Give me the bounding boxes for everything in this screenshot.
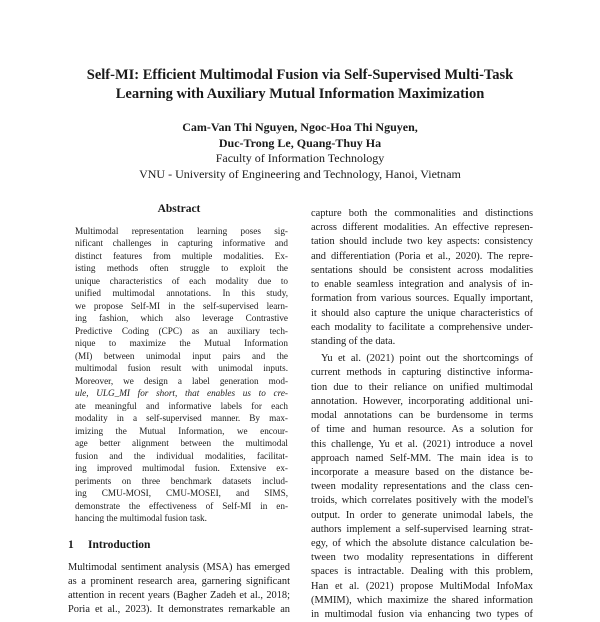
- right-column-text: [311, 207, 533, 622]
- abstract-line: unique characteristics of each modality due to: [75, 275, 288, 286]
- body-line: standing of the data.: [311, 335, 396, 347]
- body-line: incorporate a measure based on the distance be-: [311, 466, 533, 478]
- body-line: Han et al. (2021) propose MultiModal InfoMax: [311, 580, 533, 592]
- abstract-line: periments on three benchmark datasets includ-: [75, 475, 288, 486]
- body-line: across different modalities. An effective represen-: [311, 222, 533, 234]
- body-line: capture both the commonalities and distinctions: [311, 208, 533, 219]
- body-line: current methods in capturing distinctive informa-: [311, 367, 533, 379]
- abstract-line: unified multimodal annotations. In this study,: [75, 288, 288, 299]
- body-line: authors implement a self-supervised learning strat-: [311, 523, 533, 535]
- intro-line: as a prominent research area, garnering significant: [68, 575, 290, 587]
- abstract-text: [68, 225, 290, 525]
- abstract-heading: Abstract: [157, 203, 201, 215]
- abstract-line: we propose Self-MI in the self-supervised learn-: [75, 300, 288, 311]
- body-line: (MMIM), which maximize the shared information: [311, 594, 533, 606]
- body-line: Yu et al. (2021) point out the shortcomings of: [321, 353, 533, 365]
- body-line: in multimodal fusion via enhancing two types of: [311, 609, 533, 621]
- body-line: modal annotations can be burdensome in terms: [311, 410, 533, 422]
- abstract-line: distinct features from multiple modalities. Ex-: [75, 250, 288, 261]
- abstract-line: Multimodal representation learning poses sig-: [75, 226, 288, 236]
- intro-line: Poria et al., 2023). It demonstrates remarkable an: [68, 604, 290, 616]
- abstract-line: (MI) between unimodal input pairs and the: [75, 350, 288, 361]
- body-line: this challenge, Yu et al. (2021) introduce a novel: [311, 438, 533, 450]
- author-names: Duc-Trong Le, Quang-Thuy Ha: [218, 135, 382, 150]
- abstract-line: isting methods often struggle to exploit the: [75, 263, 288, 274]
- affiliation: Faculty of Information Technology: [215, 151, 385, 165]
- body-line: tion due to their reliance on unified multimodal: [311, 381, 533, 393]
- introduction-text: [68, 561, 290, 618]
- body-line: to enable seamless integration and analysis of in-: [311, 279, 533, 291]
- abstract-line: hancing the multimodal fusion task.: [75, 513, 207, 524]
- section-number: 1: [68, 538, 74, 551]
- body-line: tation should include two key aspects: consistency: [311, 236, 533, 248]
- abstract-line: fusion and the individual modalities, facilitat-: [75, 450, 288, 461]
- abstract-line: nificant challenges in capturing informative and: [75, 238, 288, 249]
- paper-title: [40, 66, 560, 104]
- affiliation: VNU - University of Engineering and Technology, Hanoi, Vietnam: [139, 166, 461, 181]
- title-line: Self-MI: Efficient Multimodal Fusion via Self-Supervised Multi-Task: [86, 67, 514, 83]
- right-column: [311, 207, 533, 622]
- body-line: output. In order to generate unimodal labels, the: [311, 509, 533, 521]
- abstract-line: demonstrate the effectiveness of Self-MI in en-: [75, 500, 288, 511]
- body-line: each modality to facilitate a comprehensive under-: [311, 321, 533, 333]
- author-block: [40, 120, 560, 182]
- author-names: Cam-Van Thi Nguyen, Ngoc-Hoa Thi Nguyen,: [182, 120, 418, 134]
- body-line: sentations should be consistent across modalities: [311, 264, 533, 276]
- body-line: tween two modality representations in different: [311, 552, 533, 564]
- body-line: and differentiation (Poria et al., 2020). The repre-: [311, 250, 533, 262]
- left-column: [68, 202, 290, 617]
- body-line: it should also capture the unique characteristics of: [311, 307, 533, 319]
- body-line: tween modality representations and the class cen-: [311, 481, 533, 493]
- abstract-line: Moreover, we design a label generation mod-: [75, 375, 288, 386]
- body-line: formation from various sources. Equally important,: [311, 293, 533, 305]
- intro-line: Multimodal sentiment analysis (MSA) has emerged: [68, 561, 290, 573]
- intro-line: attention in recent years (Bagher Zadeh et al., 2018;: [68, 590, 290, 602]
- abstract-line: age better alignment between the multimodal: [75, 438, 288, 449]
- abstract-line: ing improved multimodal fusion. Extensive ex-: [75, 463, 288, 474]
- body-line: egy, of which the absolute distance calculation be-: [311, 538, 533, 550]
- body-line: approach named Self-MM. The main idea is to: [311, 452, 533, 464]
- abstract-line: modality in a self-supervised manner. By max-: [75, 413, 288, 424]
- section-heading-introduction: [68, 538, 290, 553]
- abstract-line: ing fashion, which also leverage Contrastive: [75, 313, 288, 324]
- section-title: Introduction: [88, 538, 151, 551]
- body-line: annotation. However, incorporating additional uni-: [311, 395, 533, 407]
- body-line: troids, which correlates positively with the model's: [311, 495, 533, 507]
- body-line: spaces is intractable. Dealing with this problem,: [311, 566, 533, 578]
- abstract-line: ate meaningful and informative labels for each: [75, 400, 288, 411]
- abstract-line: Predictive Coding (CPC) as an auxiliary tech-: [75, 325, 288, 336]
- body-line: of time and human resource. As a solution for: [311, 424, 533, 436]
- title-line: Learning with Auxiliary Mutual Information Maximization: [115, 86, 485, 102]
- abstract-line: imizing the Mutual Information, we encour-: [75, 425, 288, 436]
- abstract-line: ing CMU-MOSI, CMU-MOSEI, and SIMS,: [75, 488, 288, 499]
- abstract-line: ule, ULG_MI for short, that enables us to cre-: [75, 388, 288, 399]
- abstract-line: multimodal fusion result with unimodal inputs.: [75, 363, 288, 374]
- abstract-line: nique to maximize the Mutual Information: [75, 338, 288, 349]
